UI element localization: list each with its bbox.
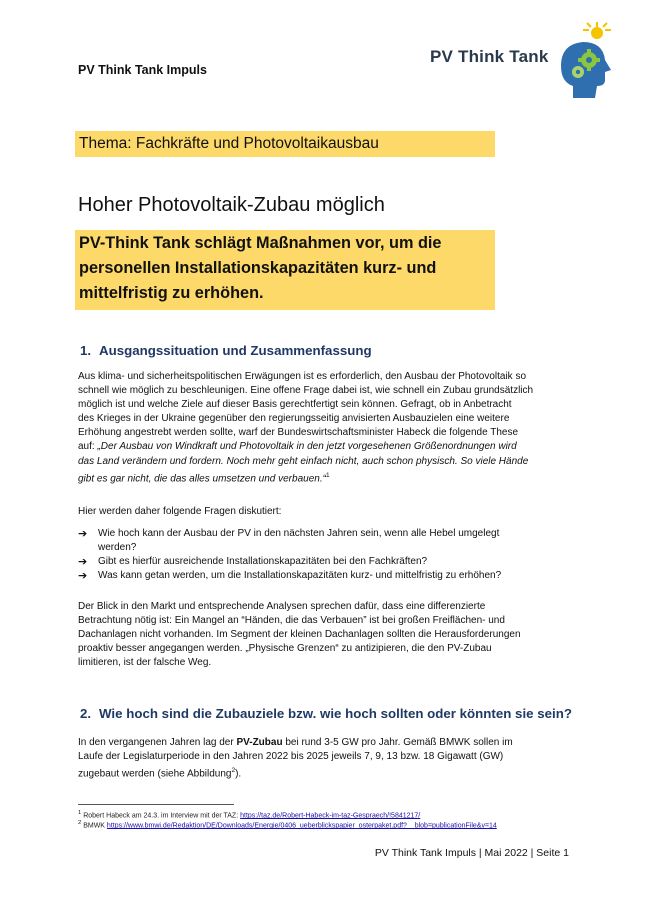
list-item [78,569,578,583]
section-number: 2. [80,706,92,721]
text-line: möglich ist und welche Ziele auf dieser Basis gerechtfertigt sein können. Gefragt, ob in Anbetracht [78,399,512,411]
sun-gear-head-icon [551,20,615,102]
page-footer: PV Think Tank Impuls | Mai 2022 | Seite 1 [374,847,569,859]
page-title: Hoher Photovoltaik-Zubau möglich [78,194,385,216]
text-line: Betrachtung nötig ist: Ein Mangel an “Händen, die das Verbauen” ist bei großen Freiflächen- und [78,615,505,627]
subtitle-line: PV-Think Tank schlägt Maßnahmen vor, um die [79,234,442,252]
text-line: Was kann getan werden, um die Installationskapazitäten kurz- und mittelfristig zu erhöhen? [98,570,502,582]
footnote-number: 1 [78,810,82,816]
text-line: Erhöhung angestrebt werden sollte, warf der Bundeswirtschaftsminister Habeck die folgende These [78,427,519,439]
footnote-text: Robert Habeck am 24.3. im Interview mit der TAZ: [81,812,241,820]
logo-text: PV Think Tank [430,47,549,66]
list-item [78,555,578,569]
text-run: bei rund 3-5 GW pro Jahr. Gemäß BMWK sollen im [282,737,513,748]
subtitle-line: mittelfristig zu erhöhen. [79,284,264,302]
section-title: Wie hoch sind die Zubauziele bzw. wie hoch sollten oder könnten sie sein? [99,706,572,721]
footnote-ref[interactable]: 1 [325,471,330,479]
arrow-right-icon: ➔ [78,570,88,583]
text-line [78,469,578,486]
quote-line: das Land verändern und fordern. Noch mehr geht einfach nicht, auch schon physisch. So viele Hände [78,455,529,467]
text-line [78,764,578,781]
subtitle-line: personellen Installationskapazitäten kurz- und [79,259,437,277]
list-item [78,527,578,555]
arrow-right-icon: ➔ [78,556,88,569]
text-line: Gibt es hierfür ausreichende Installationskapazitäten bei den Fachkräften? [98,556,428,568]
text-line: Hier werden daher folgende Fragen diskutiert: [78,506,282,517]
topic-banner: Thema: Fachkräfte und Photovoltaikausbau [75,131,495,157]
text-line: Aus klima- und sicherheitspolitischen Erwägungen ist es erforderlich, den Ausbau der Photovoltaik so [78,371,527,382]
footnote-link[interactable]: https://www.bmwi.de/Redaktion/DE/Downloads/Energie/0406_ueberblickspapier_osterpaket.pdf?__blob=publicationFile&v=14 [106,822,497,830]
header-label: PV Think Tank Impuls [78,63,207,77]
quote-text: gibt es gar nicht, die das alles umsetzen und verbauen.“ [78,472,326,484]
footnote-ref[interactable]: 2 [231,767,236,775]
footnote-text: BMWK [81,822,107,830]
section-2-heading [80,706,572,721]
questions-intro [78,505,578,519]
text-run: zugebaut werden (siehe Abbildung [78,768,232,780]
footnote-number: 2 [78,820,82,826]
text-line: proaktiv besser angegangen werden. „Physische Grenzen“ zu antizipieren, die den PV-Zubau [78,643,492,655]
question-list [78,527,578,583]
text-line: des Krieges in der Ukraine gegenüber den regierungsseitig anvisierten Ausbauzielen eine weitere [78,413,510,425]
market-paragraph [78,600,578,670]
text-line [78,736,578,750]
text-line: schnell wie möglich zu beschleunigen. Eine offene Frage dabei ist, wie schnell ein Zubau grundsätzlich [78,385,534,397]
logo [425,20,615,100]
section-2-paragraph [78,736,578,782]
text-line: limitieren, ist der falsche Weg. [78,657,212,669]
bold-term: PV-Zubau [236,737,283,748]
text-line: Der Blick in den Markt und entsprechende Analysen sprechen dafür, dass eine differenzierte [78,601,486,612]
section-number: 1. [80,343,92,358]
arrow-right-icon: ➔ [78,528,88,540]
footnote-link[interactable]: https://taz.de/Robert-Habeck-im-taz-Gespraech/!5841217/ [240,812,421,820]
text-line: Laufe der Legislaturperiode in den Jahren 2022 bis 2025 jeweils 7, 9, 13 bzw. 18 Gigawatt (GW) [78,751,504,763]
quote-text: „Der Ausbau von Windkraft und Photovoltaik in den jetzt vorgesehenen Größenordnungen wird [97,441,517,453]
footnote-1 [78,810,420,819]
footnote-2 [78,820,497,829]
text-line: Dachanlagen nicht vorhanden. Im Segment der kleinen Dachanlagen sollten die Herausforderungen [78,629,521,641]
text-line: werden? [98,542,137,554]
subtitle-banner [75,230,495,310]
text-run: In den vergangenen Jahren lag der [78,737,237,748]
intro-paragraph [78,370,578,486]
footnote-divider [78,804,234,805]
text-run: ). [235,768,242,780]
quote-prefix: auf: [78,441,98,453]
section-title: Ausgangssituation und Zusammenfassung [99,343,372,358]
section-1-heading [80,343,372,358]
text-line [78,440,578,454]
text-line: Wie hoch kann der Ausbau der PV in den nächsten Jahren sein, wenn alle Hebel umgelegt [98,528,500,539]
